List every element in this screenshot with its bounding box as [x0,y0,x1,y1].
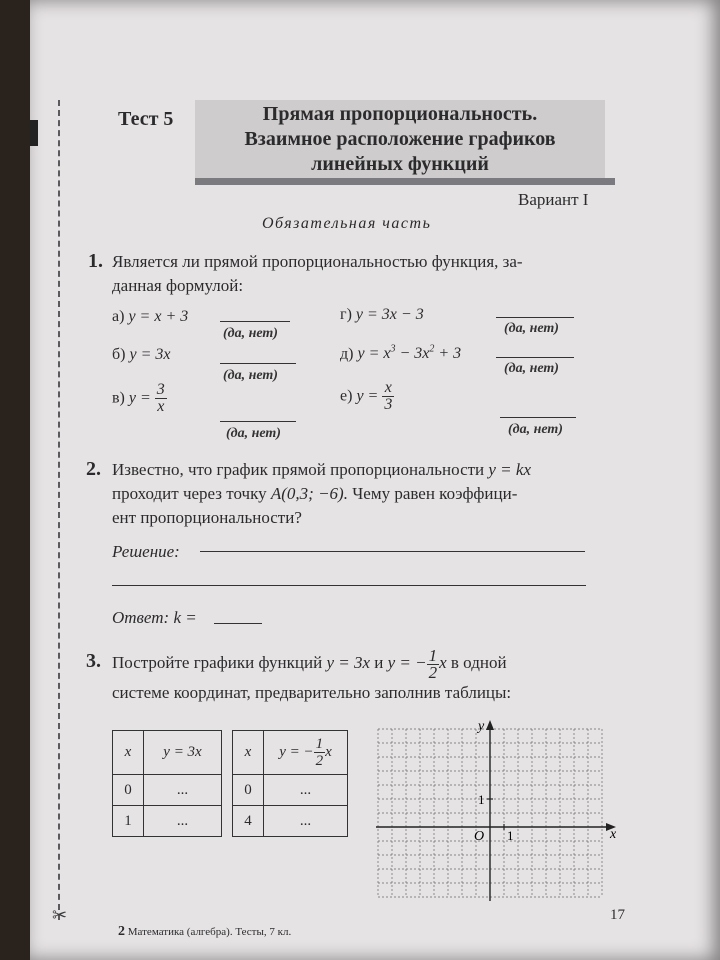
q1-number: 1. [88,250,103,272]
title-rule [195,178,615,185]
q1-text-line-1: Является ли прямой пропорциональностью функция, за- [112,252,523,271]
q1-b-formula: y = 3x [129,346,171,363]
title-line-2: Взаимное расположение графиков [244,128,556,150]
q1-d-answer-blank[interactable] [496,356,574,358]
scissors-icon: ✂ [52,905,68,925]
variant-label: Вариант I [518,190,589,209]
title-line-3: линейных функций [311,153,489,175]
t1-y-cell[interactable]: ... [144,806,222,837]
q1-v-answer-blank[interactable] [220,420,296,422]
t1-x-cell: 0 [113,775,144,806]
q1-option-a: а) y = x + 3 [112,308,189,325]
q3-f1: y = 3x [326,653,370,672]
t2-y-cell[interactable]: ... [264,775,348,806]
q1-v-fraction: $\frac{3}{x}$ [156,381,165,415]
x-axis-label: x [610,827,617,842]
q1-option-v: в) y = $\frac{3}{x}$ [112,381,165,415]
q2-point: A(0,3; −6). [270,484,348,503]
q2-solution-line-1[interactable] [200,550,585,552]
t2-x-cell: 0 [233,775,264,806]
q1-a-hint: (да, нет) [223,326,278,341]
q2-text: Известно, что график прямой пропорциональности y = kx проходит через точку A(0,3; −6). Чему равен коэффици- ент пропорциональности? [112,460,531,527]
q3-number: 3. [86,650,101,672]
t1-header-x: x [113,731,144,775]
q1-option-d: д) $y = x^3 - 3x^2 + 3$ [340,344,462,363]
q1-d-formula: $y = x^3 - 3x^2 + 3$ [357,344,462,363]
q1-g-answer-blank[interactable] [496,316,574,318]
coordinate-grid[interactable] [370,718,620,903]
q1-option-g: г) y = 3x − 3 [340,306,424,323]
q1-b-hint: (да, нет) [223,368,278,383]
x-unit-label: 1 [507,828,514,843]
page-title [195,100,605,178]
cut-line [58,100,60,920]
table-y-3x [112,730,222,837]
worksheet-page [30,0,720,960]
page-number: 17 [610,907,625,923]
q1-a-answer-blank[interactable] [220,320,290,322]
q1-option-b: б) y = 3x [112,346,171,363]
q1-text [112,250,612,298]
q1-a-formula: y = x + 3 [128,308,189,325]
q1-e-hint: (да, нет) [508,422,563,437]
origin-label: O [474,829,485,844]
t2-y-cell[interactable]: ... [264,806,348,837]
t2-header-x: x [233,731,264,775]
q1-text-line-2: данная формулой: [112,276,244,295]
page-edge-mark [30,120,38,146]
t1-header-y: y = 3x [144,731,222,775]
q1-e-answer-blank[interactable] [500,416,576,418]
test-label: Тест 5 [118,108,174,130]
q1-d-hint: (да, нет) [504,361,559,376]
q1-b-answer-blank[interactable] [220,362,296,364]
t2-x-cell: 4 [233,806,264,837]
q2-answer-label: Ответ: k = [112,608,197,627]
t1-x-cell: 1 [113,806,144,837]
q1-v-hint: (да, нет) [226,426,281,441]
footer-credit: 2 Математика (алгебра). Тесты, 7 кл. [118,924,292,939]
table-y-minus-half-x [232,730,348,837]
y-unit-label: 1 [478,792,485,807]
q1-option-e: е) y = $\frac{x}{3}$ [340,379,393,413]
title-line-1: Прямая пропорциональность. [262,103,538,125]
q2-solution-label: Решение: [112,542,180,561]
q1-e-fraction: $\frac{x}{3}$ [384,379,393,413]
t2-header-y: y = − $\frac{1}{2}$ x [264,731,348,775]
q3-f2-fraction: $\frac{1}{2}$ [428,645,438,682]
q2-number: 2. [86,458,101,480]
y-axis-arrow [486,720,494,730]
q2-answer-blank[interactable] [214,622,262,624]
section-title: Обязательная часть [262,215,432,232]
q2-solution-line-2[interactable] [112,584,586,586]
y-axis-label: y [478,719,485,734]
q3-text: Постройте графики функций y = 3x и y = − $\frac{1}{2}$ x в одной системе координат, предварительно заполнив таблицы: [112,645,512,702]
q2-formula: y = kx [488,460,531,479]
q1-g-hint: (да, нет) [504,321,559,336]
q1-g-formula: y = 3x − 3 [355,306,424,323]
t1-y-cell[interactable]: ... [144,775,222,806]
